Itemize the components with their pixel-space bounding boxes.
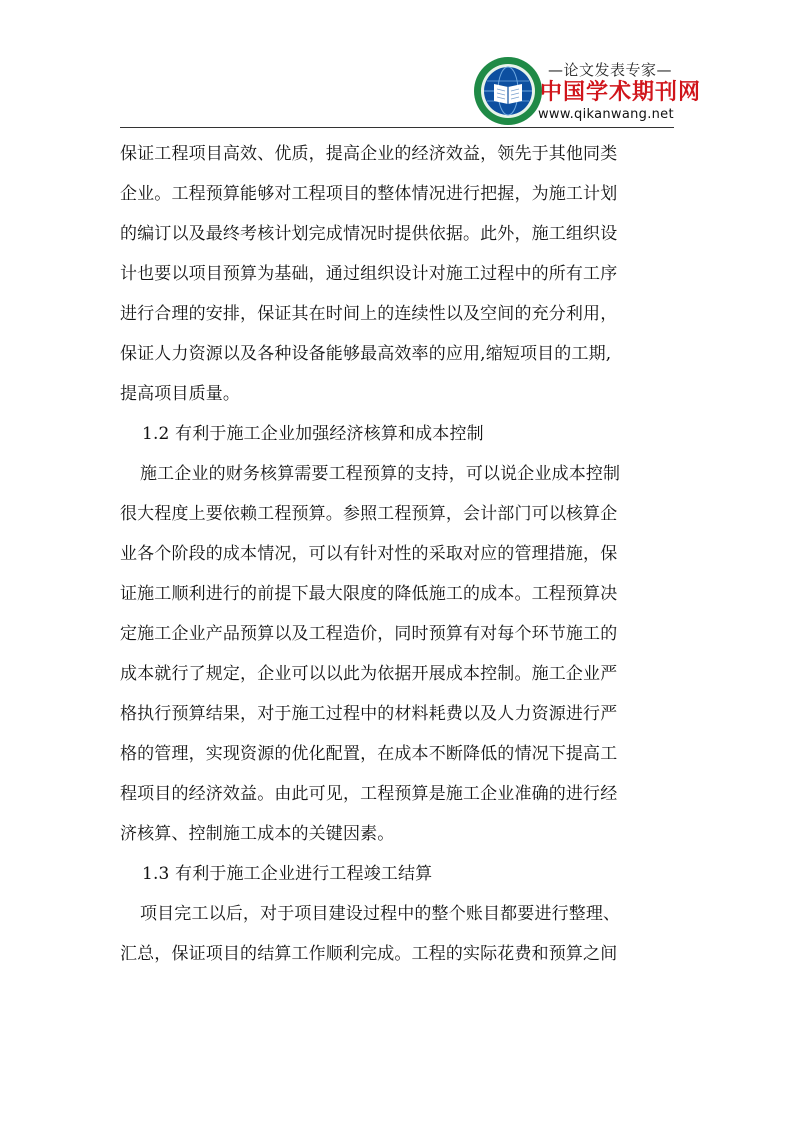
section-heading: 1.3 有利于施工企业进行工程竣工结算 — [142, 864, 433, 884]
body-line: 保证人力资源以及各种设备能够最高效率的应用,缩短项目的工期, — [120, 344, 612, 364]
body-line: 施工企业的财务核算需要工程预算的支持，可以说企业成本控制 — [140, 464, 621, 484]
body-line: 计也要以项目预算为基础，通过组织设计对施工过程中的所有工序 — [120, 264, 618, 284]
body-line: 证施工顺利进行的前提下最大限度的降低施工的成本。工程预算决 — [120, 584, 618, 604]
page-header — [120, 55, 702, 127]
logo-slogan: —论文发表专家— — [547, 61, 672, 79]
header-divider — [120, 127, 674, 128]
body-line: 保证工程项目高效、优质，提高企业的经济效益，领先于其他同类 — [120, 144, 618, 164]
body-line: 格执行预算结果，对于施工过程中的材料耗费以及人力资源进行严 — [120, 704, 618, 724]
body-line: 很大程度上要依赖工程预算。参照工程预算，会计部门可以核算企 — [120, 504, 618, 524]
body-line: 业各个阶段的成本情况，可以有针对性的采取对应的管理措施，保 — [120, 544, 618, 564]
body-line: 项目完工以后，对于项目建设过程中的整个账目都要进行整理、 — [140, 904, 621, 924]
body-line: 汇总，保证项目的结算工作顺利完成。工程的实际花费和预算之间 — [120, 944, 618, 964]
body-line: 程项目的经济效益。由此可见，工程预算是施工企业准确的进行经 — [120, 784, 618, 804]
globe-book-seal-icon — [473, 56, 543, 126]
body-line: 提高项目质量。 — [120, 384, 241, 404]
body-line: 的编订以及最终考核计划完成情况时提供依据。此外，施工组织设 — [120, 224, 618, 244]
body-line: 企业。工程预算能够对工程项目的整体情况进行把握，为施工计划 — [120, 184, 618, 204]
logo-text — [538, 61, 702, 123]
body-line: 格的管理，实现资源的优化配置，在成本不断降低的情况下提高工 — [120, 744, 618, 764]
body-line: 成本就行了规定，企业可以以此为依据开展成本控制。施工企业严 — [120, 664, 618, 684]
body-line: 定施工企业产品预算以及工程造价，同时预算有对每个环节施工的 — [120, 624, 618, 644]
body-line: 济核算、控制施工成本的关键因素。 — [120, 824, 395, 844]
body-line: 进行合理的安排，保证其在时间上的连续性以及空间的充分利用， — [120, 304, 618, 324]
section-heading: 1.2 有利于施工企业加强经济核算和成本控制 — [142, 424, 484, 444]
logo-url: www.qikanwang.net — [538, 107, 674, 122]
logo-site-name: 中国学术期刊网 — [540, 80, 702, 105]
document-body — [120, 134, 660, 974]
